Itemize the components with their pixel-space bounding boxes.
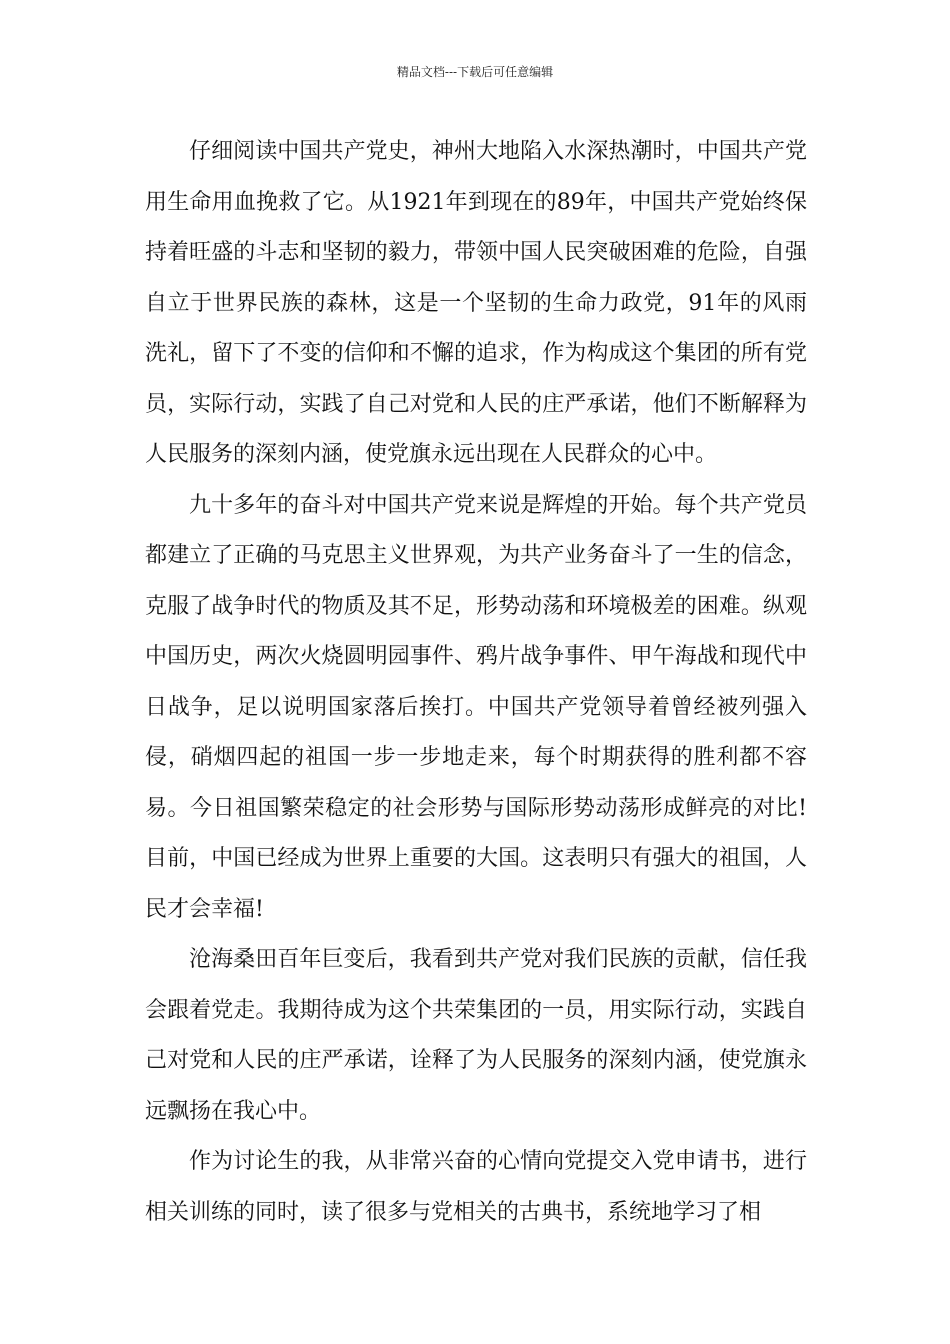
page-header: 精品文档---下载后可任意编辑 [396,65,554,79]
paragraph-4: 作为讨论生的我，从非常兴奋的心情向党提交入党申请书，进行相关训练的同时，读了很多与党相关的古典书，系统地学习了相 [145,1149,807,1225]
document-body [145,127,807,1238]
paragraph-2: 九十多年的奋斗对中国共产党来说是辉煌的开始。每个共产党员都建立了正确的马克思主义世界观，为共产业务奋斗了一生的信念，克服了战争时代的物质及其不足，形势动荡和环境极差的困难。纵观中国历史，两次火烧圆明园事件、鸦片战争事件、甲午海战和现代中日战争，足以说明国家落后挨打。中国共产党领导着曾经被列强入侵，硝烟四起的祖国一步一步地走来，每个时期获得的胜利都不容易。今日祖国繁荣稳定的社会形势与国际形势动荡形成鲜亮的对比!目前，中国已经成为世界上重要的大国。这表明只有强大的祖国，人民才会幸福! [145,492,807,922]
paragraph-3: 沧海桑田百年巨变后，我看到共产党对我们民族的贡献，信任我会跟着党走。我期待成为这个共荣集团的一员，用实际行动，实践自己对党和人民的庄严承诺，诠释了为人民服务的深刻内涵，使党旗永远飘扬在我心中。 [145,947,807,1124]
paragraph-1: 仔细阅读中国共产党史，神州大地陷入水深热潮时，中国共产党用生命用血挽救了它。从1921年到现在的89年，中国共产党始终保持着旺盛的斗志和坚韧的毅力，带领中国人民突破困难的危险，自强自立于世界民族的森林，这是一个坚韧的生命力政党，91年的风雨洗礼，留下了不变的信仰和不懈的追求，作为构成这个集团的所有党员，实际行动，实践了自己对党和人民的庄严承诺，他们不断解释为人民服务的深刻内涵，使党旗永远出现在人民群众的心中。 [145,139,807,467]
